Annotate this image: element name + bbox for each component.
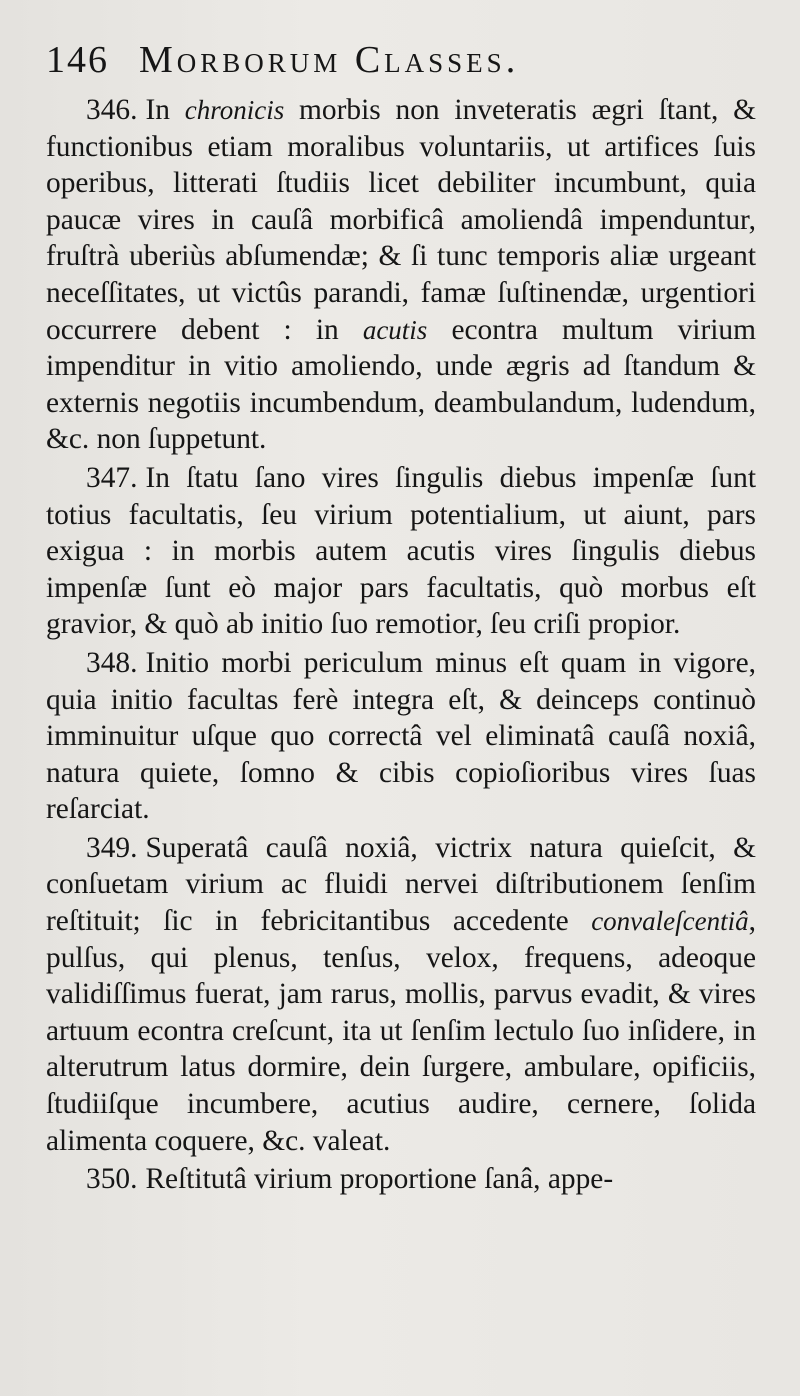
running-title: Morborum Classes. — [139, 39, 520, 81]
running-header — [46, 38, 746, 82]
body-text — [46, 92, 756, 1200]
paragraph-text: , pulſus, qui plenus, tenſus, velox, frequens, adeoque validiſſimus fuerat, jam rarus, mollis, parvus evadit, & vires artuum econtra creſcunt, ita ut ſenſim lectulo ſuo inſidere, in alterutrum latus dormire, dein ſurgere, ambulare, opificiis, ſtudiiſque incumbere, acutius audire, cernere, ſolida alimenta coquere, &c. valeat. — [46, 905, 756, 1157]
paragraph-346 — [46, 92, 756, 458]
paragraph-text: Superatâ cauſâ noxiâ, victrix natura quieſcit, & conſuetam virium ac fluidi nervei diſtributionem ſenſim reſtituit; ſic in febricitantibus accedente — [46, 831, 756, 938]
paragraph-number: 349. — [86, 831, 138, 864]
paragraph-number: 346. — [86, 94, 138, 126]
paragraph-350 — [46, 1161, 756, 1198]
paragraph-text: morbis non inveteratis ægri ſtant, & functionibus etiam moralibus voluntariis, ut artifices ſuis operibus, litterati ſtudiis licet debiliter incumbunt, quia paucæ vires in cauſâ morbificâ amoliendâ impenduntur, fruſtrà uberiùs abſumendæ; & ſi tunc temporis aliæ urgeant neceſſitates, ut victûs parandi, famæ ſuſtinendæ, urgentiori occurrere debent : in — [46, 94, 756, 346]
italic-term: convaleſcentiâ — [591, 906, 749, 937]
paragraph-number: 350. — [86, 1163, 138, 1196]
paragraph-number: 347. — [86, 461, 138, 494]
paragraph-text: In — [145, 94, 185, 126]
paragraph-text: Initio morbi periculum minus eſt quam in vigore, quia initio facultas ferè integra eſt, & deinceps continuò imminuitur uſque quo correctâ vel eliminatâ cauſâ noxiâ, natura quiete, ſomno & cibis copioſioribus vires ſuas reſarciat. — [46, 646, 756, 826]
italic-term: chronicis — [184, 95, 285, 125]
paragraph-text: Reſtitutâ virium proportione ſanâ, appe- — [145, 1163, 614, 1196]
paragraph-348 — [46, 645, 756, 828]
paragraph-text: In ſtatu ſano vires ſingulis diebus impenſæ ſunt totius facultatis, ſeu virium potentialium, ut aiunt, pars exigua : in morbis autem acutis vires ſingulis diebus impenſæ ſunt eò major pars facultatis, quò morbus eſt gravior, & quò ab initio ſuo remotior, ſeu criſi propior. — [46, 461, 756, 641]
paragraph-347 — [46, 460, 756, 643]
page-number: 146 — [46, 39, 109, 81]
paragraph-349 — [46, 830, 756, 1159]
paragraph-text: econtra multum virium impenditur in vitio amoliendo, unde ægris ad ſtandum & externis negotiis incumbendum, deambulandum, ludendum, &c. non ſuppetunt. — [46, 313, 756, 456]
italic-term: acutis — [362, 314, 428, 345]
paragraph-number: 348. — [86, 646, 138, 679]
